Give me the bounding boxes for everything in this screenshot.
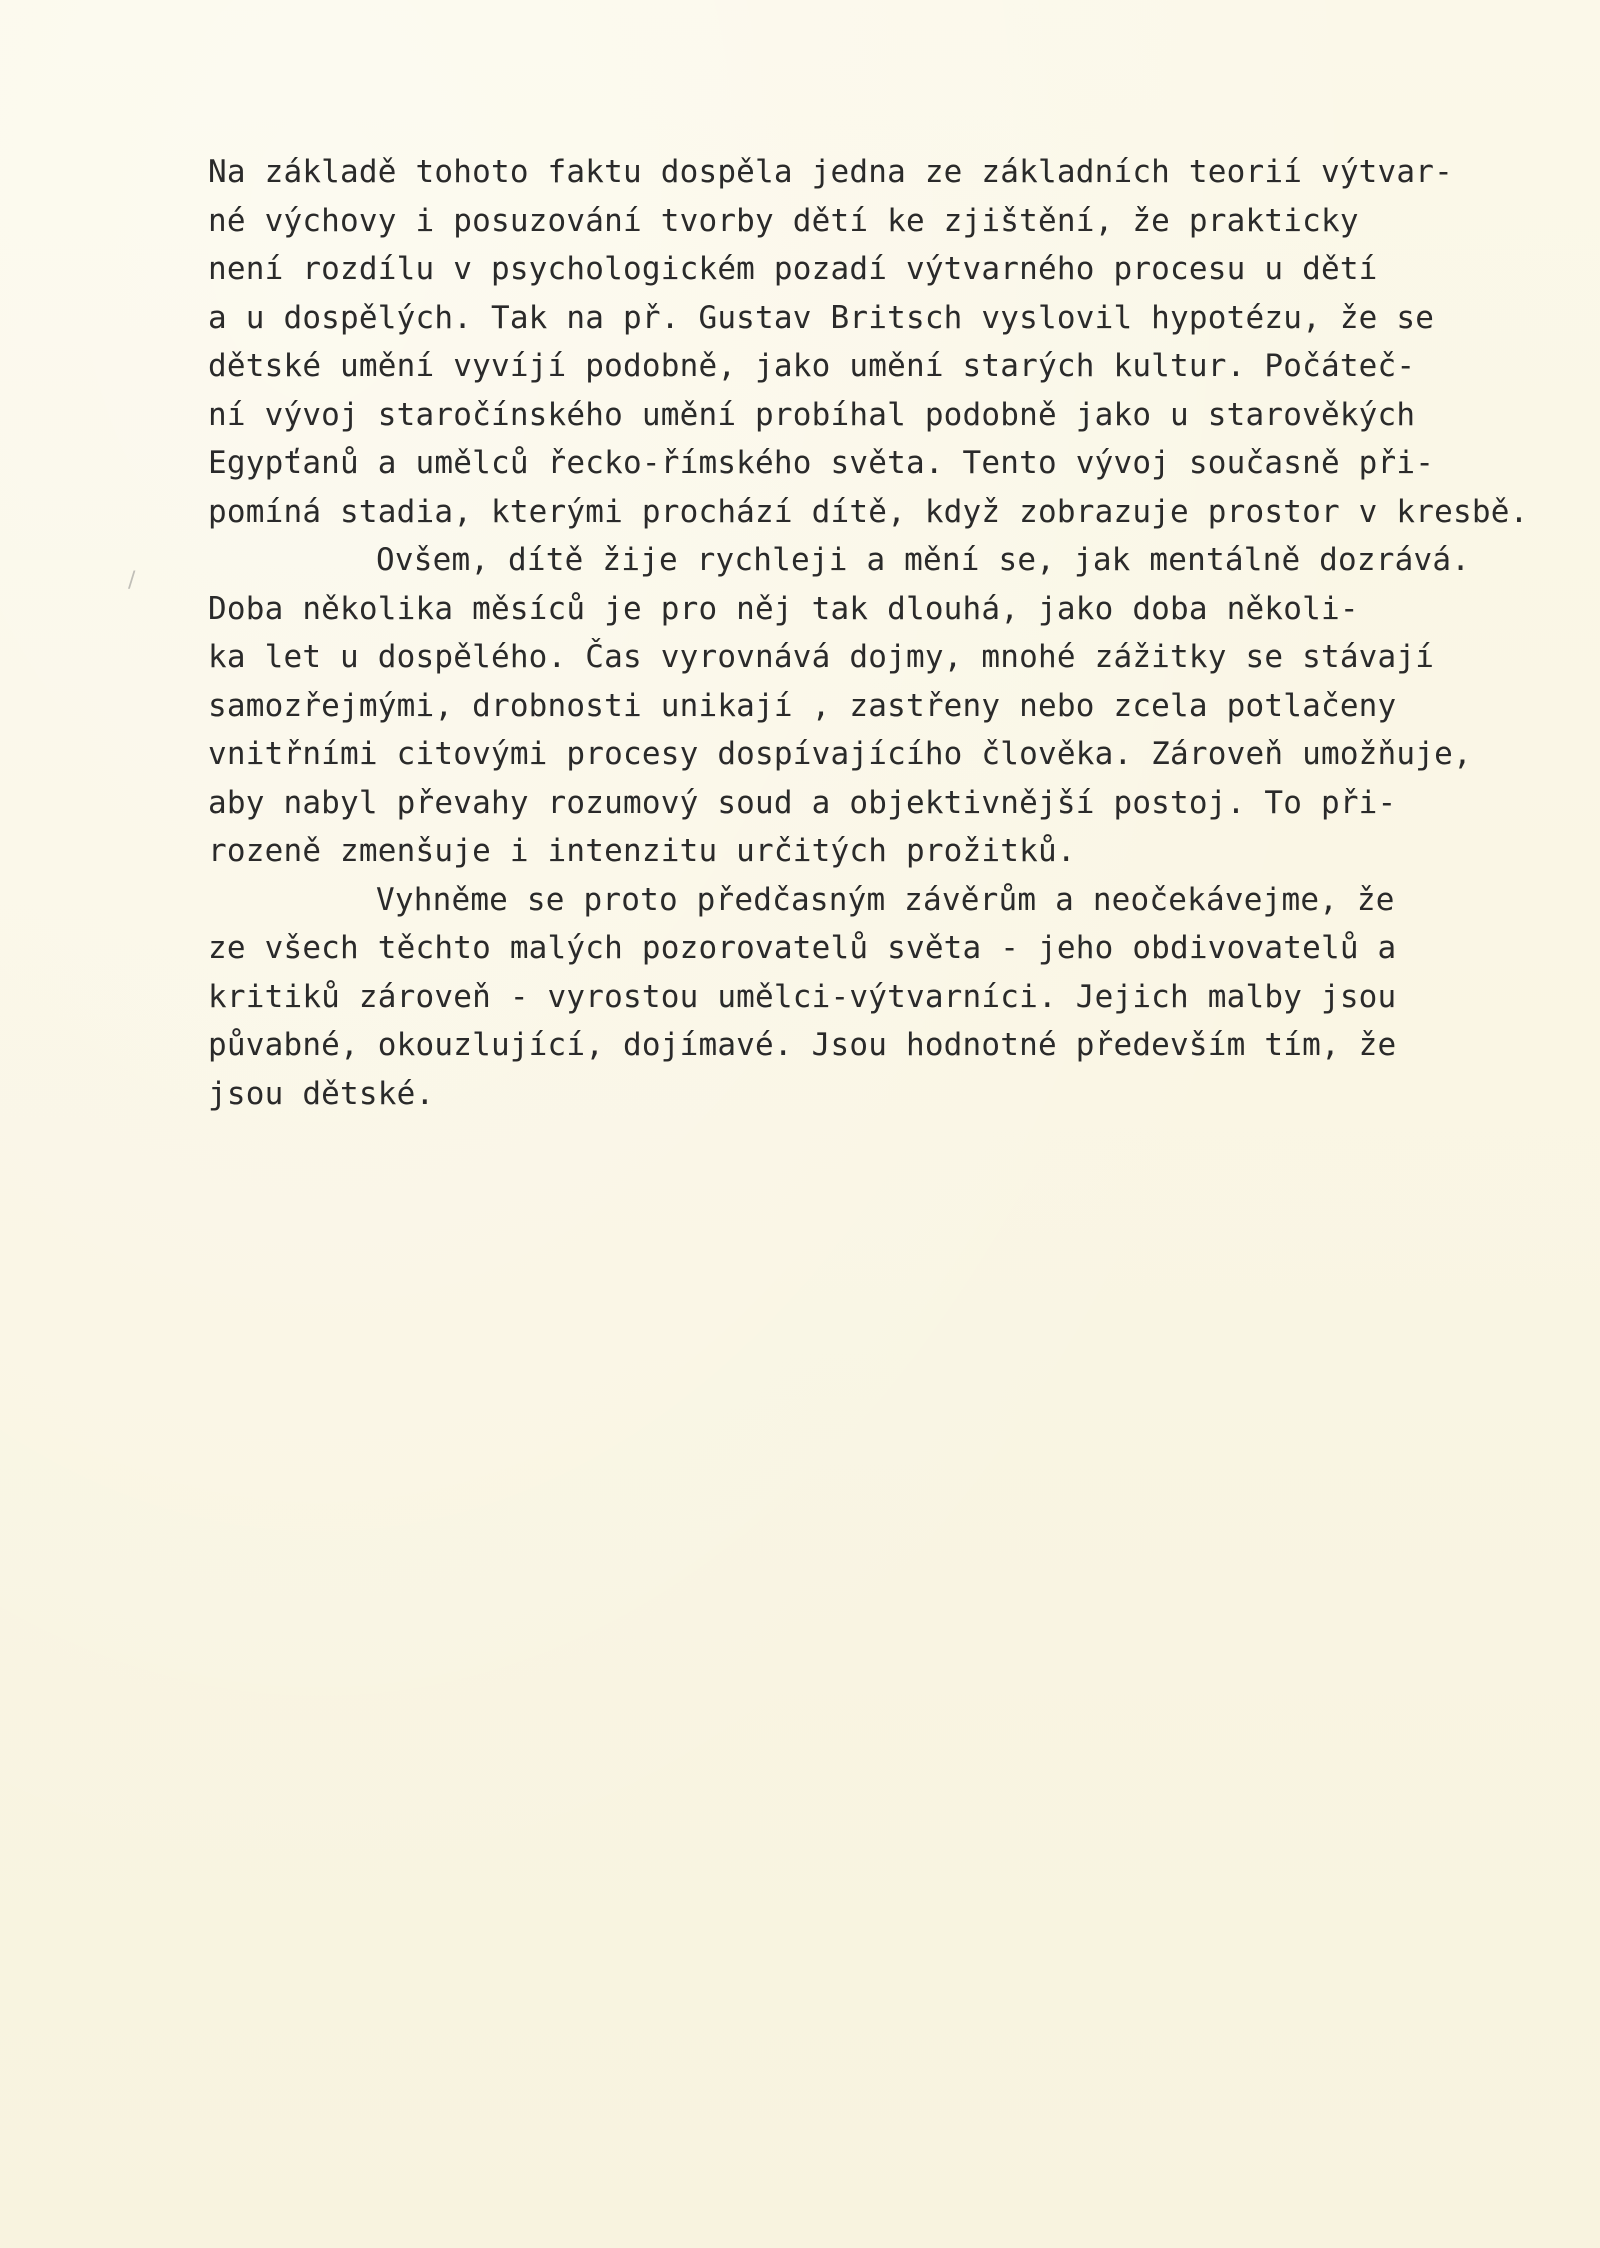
text-line: Na základě tohoto faktu dospěla jedna ze základních teorií výtvar- (208, 154, 1453, 190)
margin-pencil-mark: / (128, 568, 136, 593)
text-line: rozeně zmenšuje i intenzitu určitých prožitků. (208, 833, 1076, 869)
paragraph-start-line: Ovšem, dítě žije rychleji a mění se, jak mentálně dozrává. (376, 542, 1471, 578)
text-line: jsou dětské. (208, 1075, 435, 1112)
text-line: Egypťanů a umělců řecko-římského světa. Tento vývoj současně při- (208, 445, 1435, 481)
text-line: pomíná stadia, kterými prochází dítě, když zobrazuje prostor v kresbě. (208, 493, 1529, 530)
text-line: samozřejmými, drobnosti unikají , zastřeny nebo zcela potlačeny (208, 687, 1397, 724)
text-line: není rozdílu v psychologickém pozadí výtvarného procesu u dětí (208, 251, 1378, 287)
text-line: ze všech těchto malých pozorovatelů světa - jeho obdivovatelů a (208, 930, 1397, 966)
text-line: né výchovy i posuzování tvorby dětí ke zjištění, že prakticky (208, 202, 1359, 239)
text-line: aby nabyl převahy rozumový soud a objektivnější postoj. To při- (208, 784, 1397, 821)
text-line: ní vývoj staročínského umění probíhal podobně jako u starověkých (208, 396, 1416, 433)
text-line: Doba několika měsíců je pro něj tak dlouhá, jako doba několi- (208, 590, 1359, 627)
text-line: a u dospělých. Tak na př. Gustav Britsch vyslovil hypotézu, že se (208, 299, 1435, 336)
text-line: ka let u dospělého. Čas vyrovnává dojmy, mnohé zážitky se stávají (208, 639, 1435, 675)
typewritten-text-block (208, 148, 1588, 1118)
text-line: dětské umění vyvíjí podobně, jako umění starých kultur. Počáteč- (208, 348, 1416, 384)
paragraph-start-line: Vyhněme se proto předčasným závěrům a neočekávejme, že (376, 881, 1395, 918)
text-line: vnitřními citovými procesy dospívajícího člověka. Zároveň umožňuje, (208, 736, 1472, 772)
text-line: půvabné, okouzlující, dojímavé. Jsou hodnotné především tím, že (208, 1027, 1397, 1063)
text-line: kritiků zároveň - vyrostou umělci-výtvarníci. Jejich malby jsou (208, 978, 1397, 1015)
